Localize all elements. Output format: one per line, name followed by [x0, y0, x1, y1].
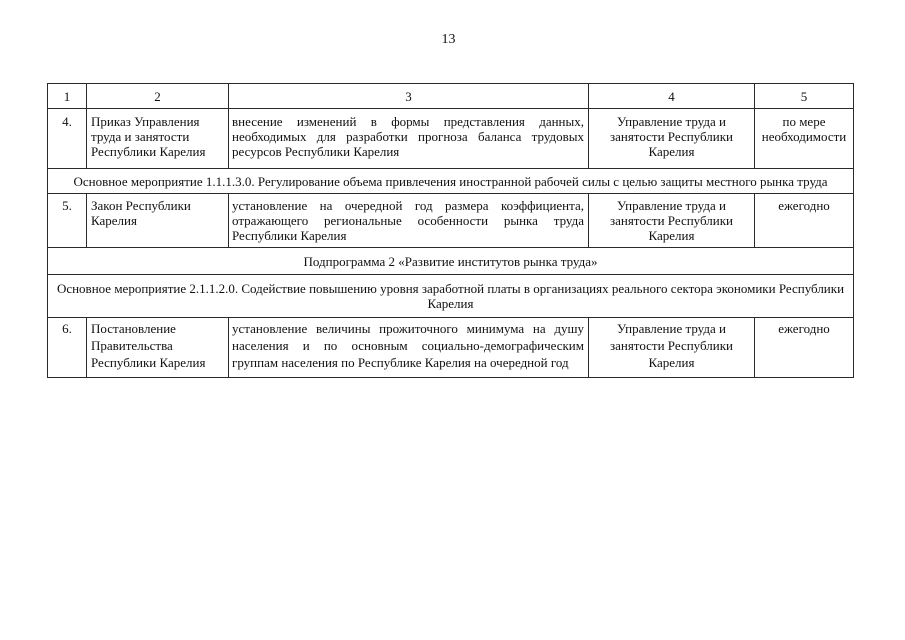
main-measure-cell	[48, 275, 854, 318]
text-line: Республики Карелия	[91, 144, 206, 159]
term-cell	[755, 109, 854, 169]
text-line: ежегодно	[778, 198, 830, 213]
text-line: по мере	[782, 114, 826, 129]
text-line: Республики Карелия	[232, 228, 347, 243]
text-line: Управление труда и	[617, 198, 726, 213]
page-number: 13	[441, 32, 456, 47]
text-line: Республики Карелия	[91, 355, 206, 370]
text-line: отражающего региональные особенности рынка труда	[232, 213, 584, 228]
text-line: Карелия	[427, 296, 474, 311]
text-line: ресурсов Республики Карелия	[232, 144, 400, 159]
row-number: 6.	[48, 318, 87, 378]
action-cell	[229, 109, 589, 169]
text-line: Управление труда и	[617, 114, 726, 129]
text-line: Карелия	[648, 355, 695, 370]
term-cell	[755, 194, 854, 248]
text-line: населения и по основным социально-демографическим	[232, 338, 584, 353]
text-line: установление на очередной год размера коэффициента,	[232, 198, 584, 213]
text-line: необходимости	[761, 129, 847, 144]
header-cell: 2	[87, 84, 229, 109]
executor-cell	[589, 194, 755, 248]
text-line: Закон Республики	[91, 198, 191, 213]
table-row	[48, 109, 854, 169]
text-line: Карелия	[648, 228, 695, 243]
text-line: ежегодно	[778, 321, 830, 336]
row-number: 5.	[48, 194, 87, 248]
text-line: Приказ Управления	[91, 114, 200, 129]
text-line: Управление труда и	[617, 321, 726, 336]
document-cell	[87, 109, 229, 169]
text-line: Карелия	[648, 144, 695, 159]
table-row	[48, 194, 854, 248]
header-row	[48, 84, 854, 109]
action-cell	[229, 194, 589, 248]
measures-table	[47, 83, 854, 378]
text-line: Основное мероприятие 1.1.1.3.0. Регулирование объема привлечения иностранной рабочей силы с целью защиты местного рынка труда	[73, 173, 828, 189]
text-line: Постановление	[91, 321, 176, 336]
text-line: Основное мероприятие 2.1.1.2.0. Содействие повышению уровня заработной платы в организациях реального сектора экономики Республики	[56, 281, 845, 296]
text-line: необходимых для разработки прогноза баланса трудовых	[232, 129, 584, 144]
text-line: установление величины прожиточного минимума на душу	[232, 321, 584, 336]
document-cell	[87, 318, 229, 378]
header-cell: 5	[755, 84, 854, 109]
term-cell	[755, 318, 854, 378]
executor-cell	[589, 109, 755, 169]
table-row	[48, 318, 854, 378]
text-line: группам населения по Республике Карелия на очередной год	[232, 355, 569, 370]
section-row	[48, 169, 854, 194]
text-line: Правительства	[91, 338, 173, 353]
text-line: Подпрограмма 2 «Развитие институтов рынка труда»	[303, 253, 598, 269]
text-line: Карелия	[91, 213, 137, 228]
header-cell: 3	[229, 84, 589, 109]
text-line: занятости Республики	[609, 129, 734, 144]
subprogram-row	[48, 248, 854, 275]
section-row	[48, 275, 854, 318]
action-cell	[229, 318, 589, 378]
row-number: 4.	[48, 109, 87, 169]
subprogram-cell	[48, 248, 854, 275]
document-cell	[87, 194, 229, 248]
text-line: занятости Республики	[609, 213, 734, 228]
executor-cell	[589, 318, 755, 378]
text-line: внесение изменений в формы представления данных,	[232, 114, 584, 129]
main-measure-cell	[48, 169, 854, 194]
header-cell: 1	[48, 84, 87, 109]
text-line: труда и занятости	[91, 129, 190, 144]
text-line: занятости Республики	[609, 338, 734, 353]
header-cell: 4	[589, 84, 755, 109]
